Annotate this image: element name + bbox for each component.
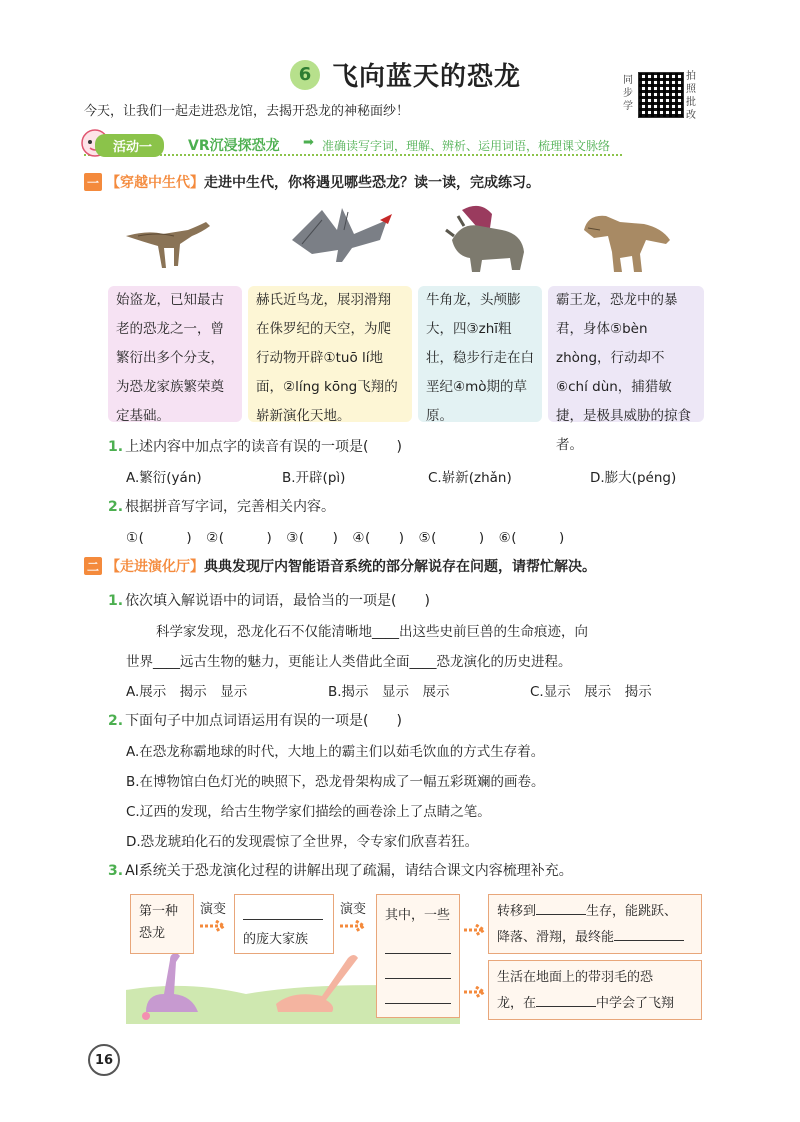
- section-2-tag: 【走进演化厅】: [106, 559, 204, 575]
- evolve-label: 演变: [340, 902, 367, 917]
- question-text: 依次填入解说语中的词语，最恰当的一项是( ): [125, 593, 430, 609]
- branch-1-text-c: 降落、滑翔，最终能: [497, 930, 615, 945]
- option[interactable]: B.开辟(pì): [282, 470, 346, 486]
- anchiornis-illustration: [282, 200, 402, 280]
- option[interactable]: C.崭新(zhǎn): [428, 470, 512, 486]
- option[interactable]: C.显示 展示 揭示: [530, 684, 652, 700]
- question-text: 下面句子中加点词语运用有误的一项是( ): [125, 713, 402, 729]
- question-2-3: [108, 860, 573, 880]
- option[interactable]: D.恐龙琥珀化石的发现震惊了全世界，令专家们欣喜若狂。: [126, 834, 479, 850]
- first-dinosaur-box: 第一种恐龙: [130, 894, 194, 954]
- passage-line: 科学家发现，恐龙化石不仅能清晰地____出这些史前巨兽的生命痕迹，向: [156, 624, 588, 640]
- activity-goal: 准确读写字词，理解、辨析、运用词语，梳理课文脉络: [322, 139, 611, 153]
- branch-1-text-b: 生存，能跳跃、: [586, 904, 678, 919]
- option[interactable]: A.在恐龙称霸地球的时代，大地上的霸主们以茹毛饮血的方式生存着。: [126, 744, 545, 760]
- family-box: [234, 894, 334, 954]
- lesson-number: 6: [290, 60, 320, 90]
- option[interactable]: A.展示 揭示 显示: [126, 684, 248, 700]
- option[interactable]: A.繁衍(yán): [126, 470, 202, 486]
- dinosaur-card: 始盗龙，已知最古老的恐龙之一，曾繁衍出多个分支，为恐龙家族繁荣奠定基础。: [108, 286, 242, 422]
- question-text: 上述内容中加点字的读音有误的一项是( ): [125, 439, 402, 455]
- section-1-heading: [84, 172, 540, 192]
- question-1-2: [108, 496, 335, 516]
- eoraptor-illustration: [118, 200, 218, 280]
- section-2-number: 二: [84, 557, 102, 575]
- option[interactable]: B.在博物馆白色灯光的映照下，恐龙骨架构成了一幅五彩斑斓的画卷。: [126, 774, 545, 790]
- intro-text: 今天，让我们一起走进恐龙馆，去揭开恐龙的神秘面纱！: [84, 104, 410, 119]
- arrow-right-icon: [464, 986, 490, 998]
- question-1-1: [108, 436, 402, 456]
- qr-left-label: 同步学: [623, 75, 633, 112]
- branch-2-text-b: 龙，在: [497, 996, 537, 1011]
- evolve-label: 演变: [200, 902, 227, 917]
- section-2-instruction: 典典发现厅内智能语音系统的部分解说存在问题，请帮忙解决。: [204, 559, 596, 575]
- question-number: 2.: [108, 499, 124, 515]
- option[interactable]: D.膨大(péng): [590, 470, 677, 486]
- section-1-instruction: 走进中生代，你将遇见哪些恐龙？读一读，完成练习。: [204, 175, 540, 191]
- question-number: 2.: [108, 713, 124, 729]
- passage-line: 世界____远古生物的魅力，更能让人类借此全面____恐龙演化的历史进程。: [126, 654, 572, 670]
- question-number: 1.: [108, 439, 124, 455]
- branch-box-2: [488, 960, 702, 1020]
- option[interactable]: C.辽西的发现，给古生物学家们描绘的画卷涂上了点睛之笔。: [126, 804, 491, 820]
- family-box-text: 的庞大家族: [243, 932, 309, 947]
- question-text: AI系统关于恐龙演化过程的讲解出现了疏漏，请结合课文内容梳理补充。: [125, 863, 573, 879]
- question-text: 根据拼音写字词，完善相关内容。: [125, 499, 336, 515]
- question-2-2: [108, 710, 402, 730]
- some-dinosaurs-label: 其中，一些: [385, 908, 451, 923]
- section-2-heading: [84, 556, 596, 576]
- dinosaur-card: 霸王龙，恐龙中的暴君，身体⑤bèn zhòng，行动却不⑥chí dùn，捕猎敏捷，是极具威胁的掠食者。: [548, 286, 704, 422]
- arrow-right-icon: [464, 924, 490, 936]
- page-number: 16: [88, 1044, 120, 1076]
- option[interactable]: B.揭示 显示 展示: [328, 684, 450, 700]
- branch-2-text-a: 生活在地面上的带羽毛的恐: [497, 970, 654, 985]
- dinosaur-card: 牛角龙，头颅膨大，四③zhī粗壮，稳步行走在白垩纪④mò期的草原。: [418, 286, 542, 422]
- branch-2-text-c: 中学会了飞翔: [596, 996, 675, 1011]
- branch-box-1: [488, 894, 702, 954]
- dinosaur-card: 赫氏近鸟龙，展羽滑翔在侏罗纪的天空，为爬行动物开辟①tuō lí地面，②líng kōng飞翔的崭新演化天地。: [248, 286, 412, 422]
- answer-blanks[interactable]: ①( ) ②( ) ③( ) ④( ) ⑤( ) ⑥( ): [126, 530, 565, 546]
- arrow-right-icon: [200, 920, 230, 932]
- branch-1-text-a: 转移到: [497, 904, 537, 919]
- arrow-right-icon: ➡: [303, 135, 314, 150]
- question-number: 3.: [108, 863, 124, 879]
- question-2-1: [108, 590, 430, 610]
- activity-badge: 活动一: [95, 134, 164, 157]
- section-1-tag: 【穿越中生代】: [106, 175, 204, 191]
- question-number: 1.: [108, 593, 124, 609]
- qr-right-label: 拍照批改: [686, 71, 696, 121]
- tyrannosaurus-illustration: [574, 200, 674, 280]
- section-1-number: 一: [84, 173, 102, 191]
- qr-code-icon[interactable]: [638, 72, 684, 118]
- torosaurus-illustration: [432, 200, 532, 280]
- some-dinosaurs-box: [376, 894, 460, 1018]
- page-title: 飞向蓝天的恐龙: [332, 62, 522, 92]
- arrow-right-icon: [340, 920, 370, 932]
- activity-name: VR沉浸探恐龙: [188, 138, 280, 154]
- title-block: [290, 56, 521, 93]
